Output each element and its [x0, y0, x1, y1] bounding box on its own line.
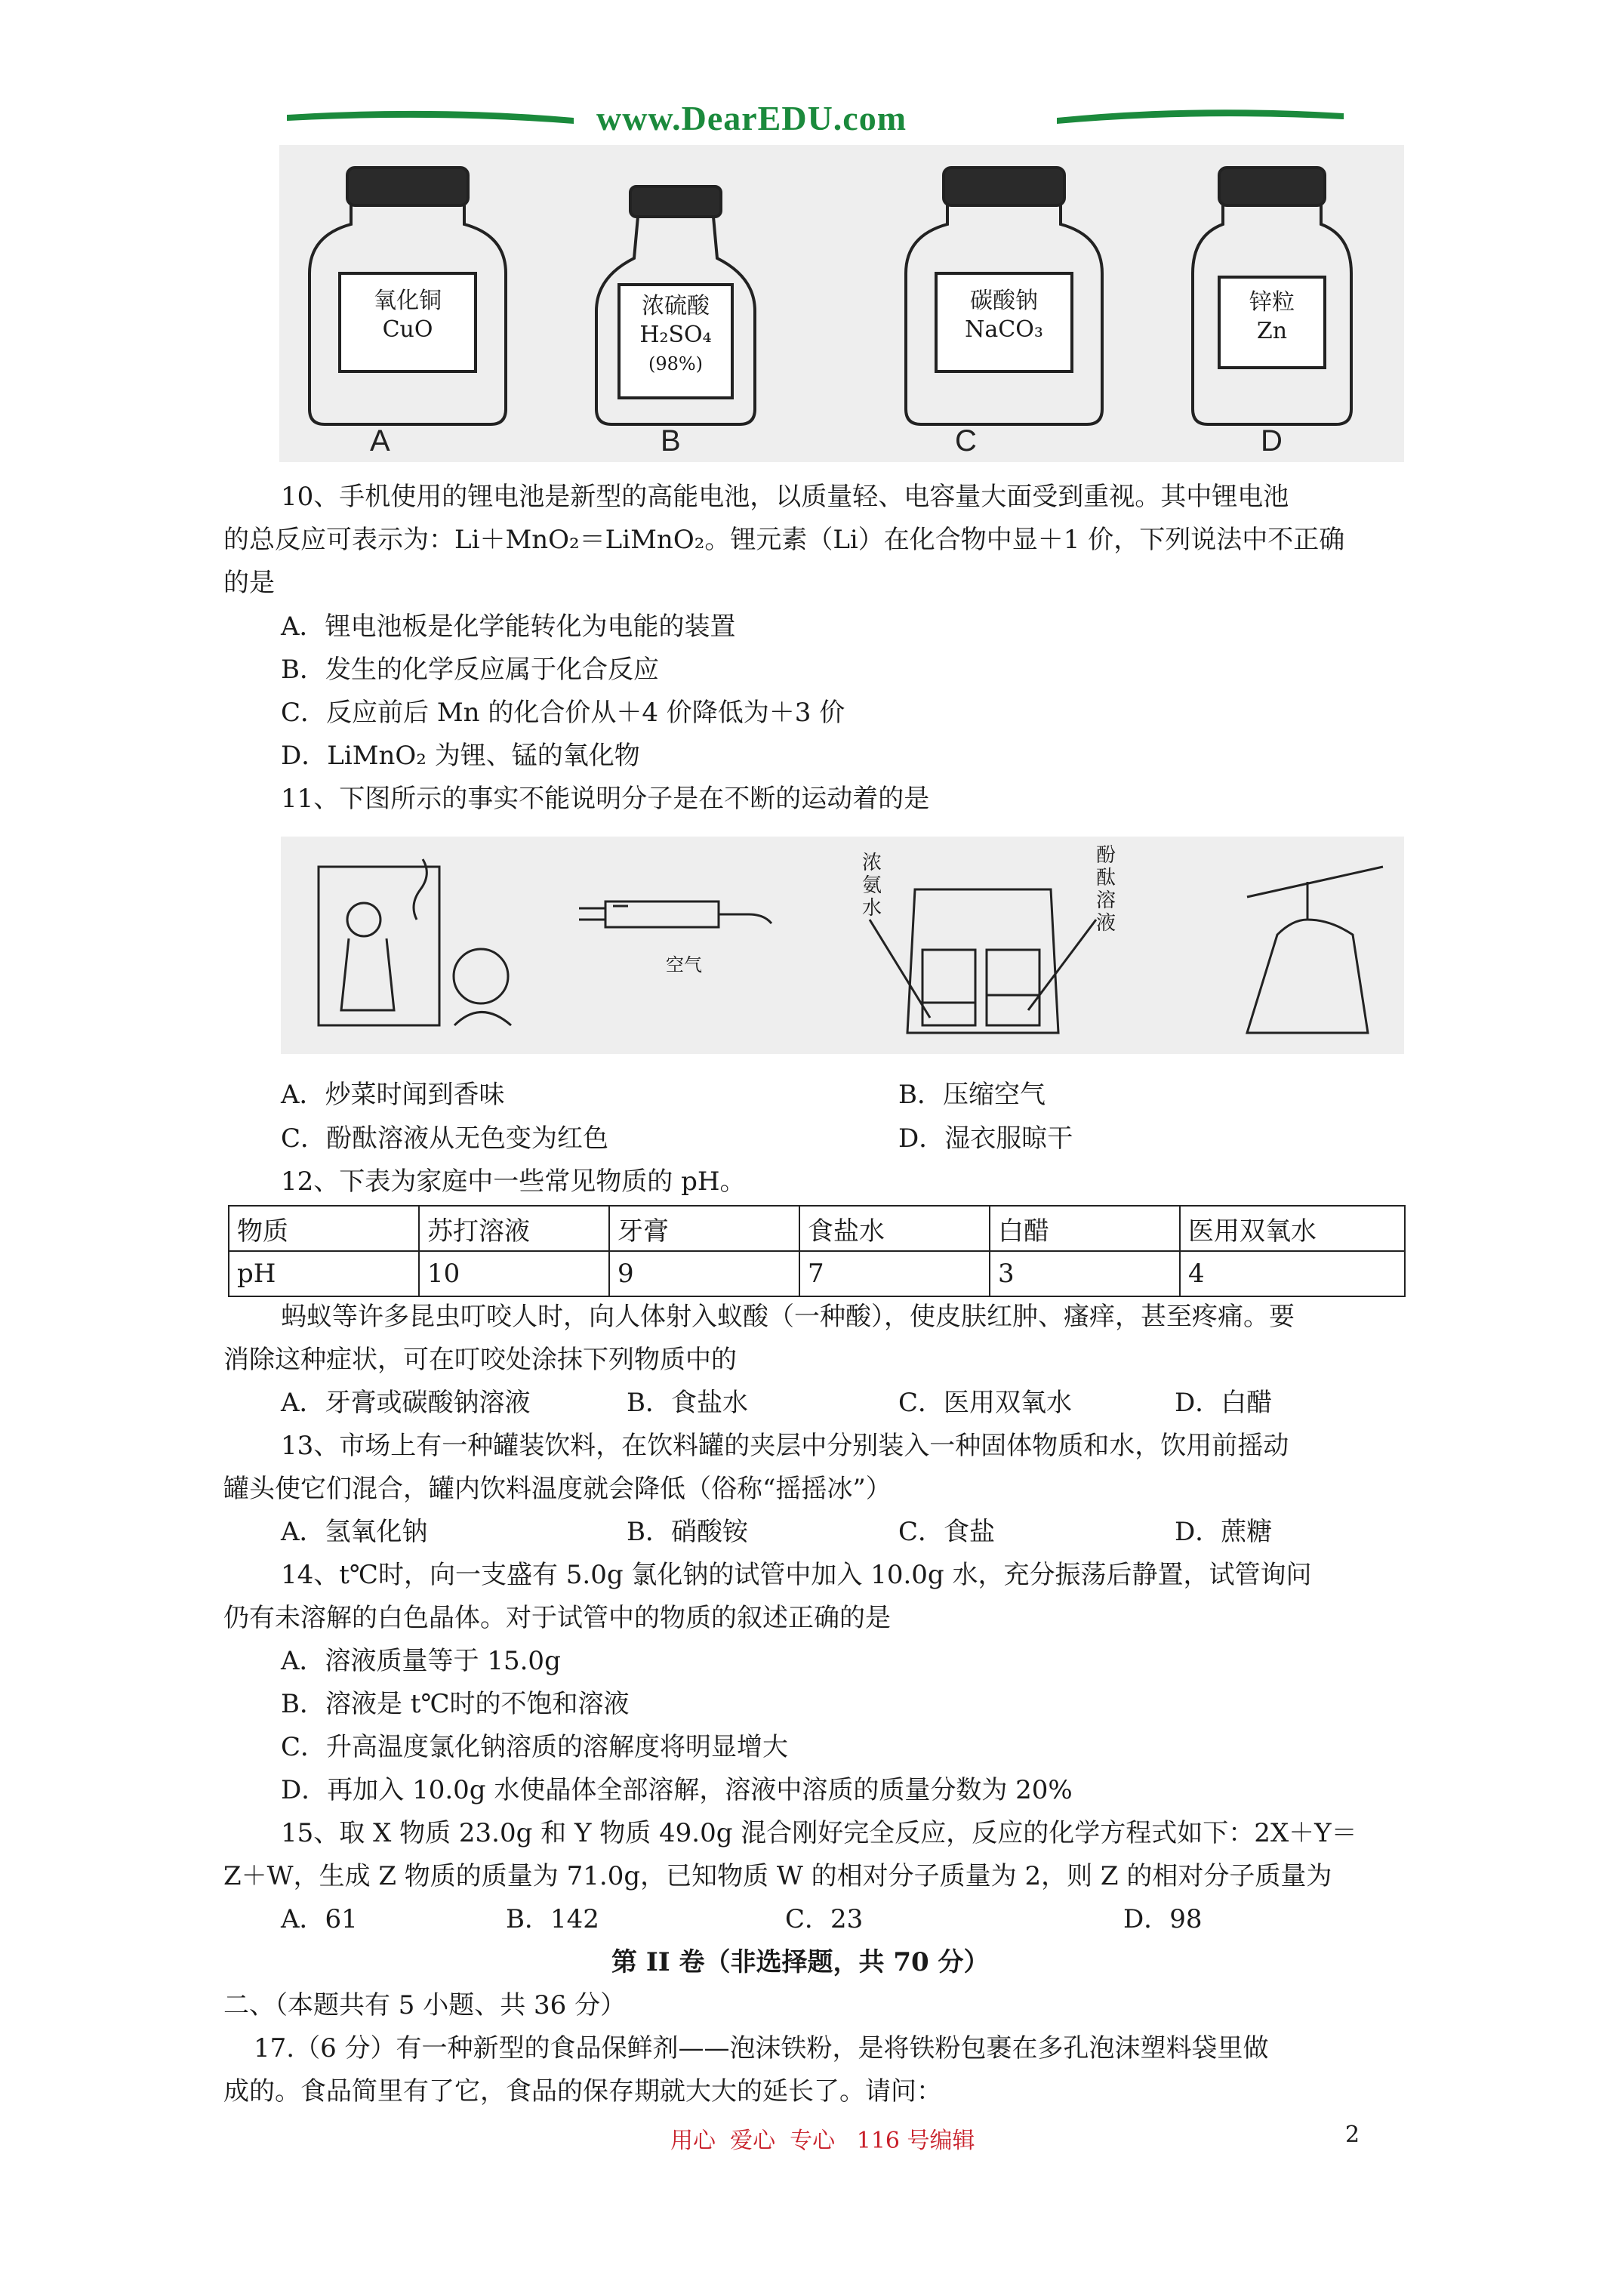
- footer-text: 用心 爱心 专心 116 号编辑: [670, 2128, 975, 2154]
- q12-option-b: B．食盐水: [627, 1388, 748, 1418]
- bottle-c-name: 碳酸钠: [970, 288, 1038, 314]
- q11-drawing: [281, 837, 1404, 1054]
- q15-option-c: C．23: [785, 1904, 864, 1934]
- q11-figure: [281, 837, 1404, 1054]
- ph-table-cell: 10: [419, 1251, 609, 1296]
- ph-table-cell: 4: [1180, 1251, 1405, 1296]
- ph-table-cell: 9: [609, 1251, 799, 1296]
- q11-phenol-label: 酚酞溶液: [1096, 844, 1116, 935]
- q14-line1: 14、t℃时，向一支盛有 5.0g 氯化钠的试管中加入 10.0g 水，充分振荡后静置，试管询问: [281, 1560, 1312, 1590]
- bottle-a-letter: A: [370, 424, 390, 458]
- q15-option-d: D．98: [1123, 1904, 1203, 1934]
- q14-line2: 仍有未溶解的白色晶体。对于试管中的物质的叙述正确的是: [223, 1603, 891, 1633]
- part2-section: 二、（本题共有 5 小题、共 36 分）: [223, 1990, 627, 2020]
- bottle-b-extra: (98%): [648, 353, 704, 374]
- q10-option-c: C．反应前后 Mn 的化合价从＋4 价降低为＋3 价: [281, 698, 845, 728]
- q14-option-a: A．溶液质量等于 15.0g: [281, 1646, 561, 1676]
- q11-option-c: C．酚酞溶液从无色变为红色: [281, 1123, 609, 1154]
- q14-option-c: C．升高温度氯化钠溶质的溶解度将明显增大: [281, 1732, 789, 1762]
- site-url[interactable]: www.DearEDU.com: [596, 99, 907, 137]
- q12-option-a: A．牙膏或碳酸钠溶液: [281, 1388, 531, 1418]
- bottle-c-letter: C: [955, 424, 977, 458]
- bottle-b-letter: B: [661, 424, 681, 458]
- bottle-d-name: 锌粒: [1249, 289, 1295, 316]
- q12-option-d: D．白醋: [1175, 1388, 1273, 1418]
- q13-option-a: A．氢氧化钠: [281, 1517, 428, 1547]
- q11-option-a: A．炒菜时闻到香味: [281, 1080, 505, 1110]
- q10-option-d: D．LiMnO₂ 为锂、锰的氧化物: [281, 741, 640, 771]
- q15-option-b: B．142: [506, 1904, 599, 1934]
- part2-title: 第 II 卷（非选择题，共 70 分）: [611, 1947, 990, 1977]
- ph-table-header-row: [229, 1206, 1405, 1251]
- q11-ammonia-label: 浓氨水: [862, 852, 882, 920]
- ph-table-cell: 牙膏: [609, 1206, 799, 1251]
- ph-table-cell: 7: [799, 1251, 990, 1296]
- bottle-b-name: 浓硫酸: [642, 293, 710, 319]
- ph-table-cell: 3: [990, 1251, 1180, 1296]
- bottle-b-formula: H₂SO₄: [639, 322, 712, 348]
- q10-option-a: A．锂电池板是化学能转化为电能的装置: [281, 612, 736, 642]
- bottle-a-label: [340, 287, 476, 344]
- bottle-c-label: [936, 287, 1072, 344]
- bottle-a-formula: CuO: [382, 316, 433, 343]
- q17-line1: 17.（6 分）有一种新型的食品保鲜剂——泡沫铁粉，是将铁粉包裹在多孔泡沫塑料袋里做: [254, 2033, 1269, 2063]
- q11-stem: 11、下图所示的事实不能说明分子是在不断的运动着的是: [281, 784, 930, 814]
- q11-option-d: D．湿衣服晾干: [898, 1123, 1073, 1154]
- bottle-d-label: [1219, 288, 1325, 346]
- q12-line2: 消除这种症状，可在叮咬处涂抹下列物质中的: [223, 1345, 737, 1375]
- ph-table-cell: 食盐水: [799, 1206, 990, 1251]
- q10-line2: 的总反应可表示为：Li＋MnO₂＝LiMnO₂。锂元素（Li）在化合物中显＋1 价，下列说法中不正确: [223, 525, 1345, 555]
- q13-option-b: B．硝酸铵: [627, 1517, 748, 1547]
- q12-stem: 12、下表为家庭中一些常见物质的 pH。: [281, 1166, 746, 1197]
- ph-table-cell: 白醋: [990, 1206, 1180, 1251]
- ph-table-value-row: [229, 1251, 1405, 1296]
- q11-option-b: B．压缩空气: [898, 1080, 1046, 1110]
- q11-air-label: 空气: [666, 954, 702, 975]
- q15-line1: 15、取 X 物质 23.0g 和 Y 物质 49.0g 混合刚好完全反应，反应的化学方程式如下：2X＋Y＝: [281, 1818, 1357, 1848]
- bottles-figure: [279, 145, 1404, 462]
- ph-table-cell: 医用双氧水: [1180, 1206, 1405, 1251]
- q13-line2: 罐头使它们混合，罐内饮料温度就会降低（俗称“摇摇冰”）: [223, 1474, 892, 1504]
- ph-table: [228, 1205, 1406, 1297]
- bottle-b-label: [619, 292, 732, 378]
- q13-option-c: C．食盐: [898, 1517, 996, 1547]
- bottle-a-name: 氧化铜: [374, 288, 442, 314]
- ph-table-cell: pH: [229, 1251, 419, 1296]
- q10-line3: 的是: [223, 568, 275, 598]
- q10-line1: 10、手机使用的锂电池是新型的高能电池，以质量轻、电容量大面受到重视。其中锂电池: [281, 482, 1289, 512]
- q13-line1: 13、市场上有一种罐装饮料，在饮料罐的夹层中分别装入一种固体物质和水，饮用前摇动: [281, 1431, 1289, 1461]
- q12-option-c: C．医用双氧水: [898, 1388, 1073, 1418]
- q14-option-d: D．再加入 10.0g 水使晶体全部溶解，溶液中溶质的质量分数为 20%: [281, 1775, 1073, 1805]
- bottle-c-formula: NaCO₃: [965, 316, 1043, 343]
- q17-line2: 成的。食品简里有了它，食品的保存期就大大的延长了。请问：: [223, 2076, 942, 2106]
- bottle-d-formula: Zn: [1256, 318, 1288, 344]
- q12-line1: 蚂蚁等许多昆虫叮咬人时，向人体射入蚁酸（一种酸），使皮肤红肿、瘙痒，甚至疼痛。要: [281, 1302, 1295, 1332]
- q10-option-b: B．发生的化学反应属于化合反应: [281, 655, 659, 685]
- ph-table-cell: 物质: [229, 1206, 419, 1251]
- q15-option-a: A．61: [281, 1904, 358, 1934]
- ph-table-cell: 苏打溶液: [419, 1206, 609, 1251]
- q13-option-d: D．蔗糖: [1175, 1517, 1273, 1547]
- q15-line2: Z＋W，生成 Z 物质的质量为 71.0g，已知物质 W 的相对分子质量为 2，则 Z 的相对分子质量为: [223, 1861, 1332, 1891]
- page-number: 2: [1345, 2122, 1360, 2148]
- q14-option-b: B．溶液是 t℃时的不饱和溶液: [281, 1689, 630, 1719]
- bottle-d-letter: D: [1261, 424, 1283, 458]
